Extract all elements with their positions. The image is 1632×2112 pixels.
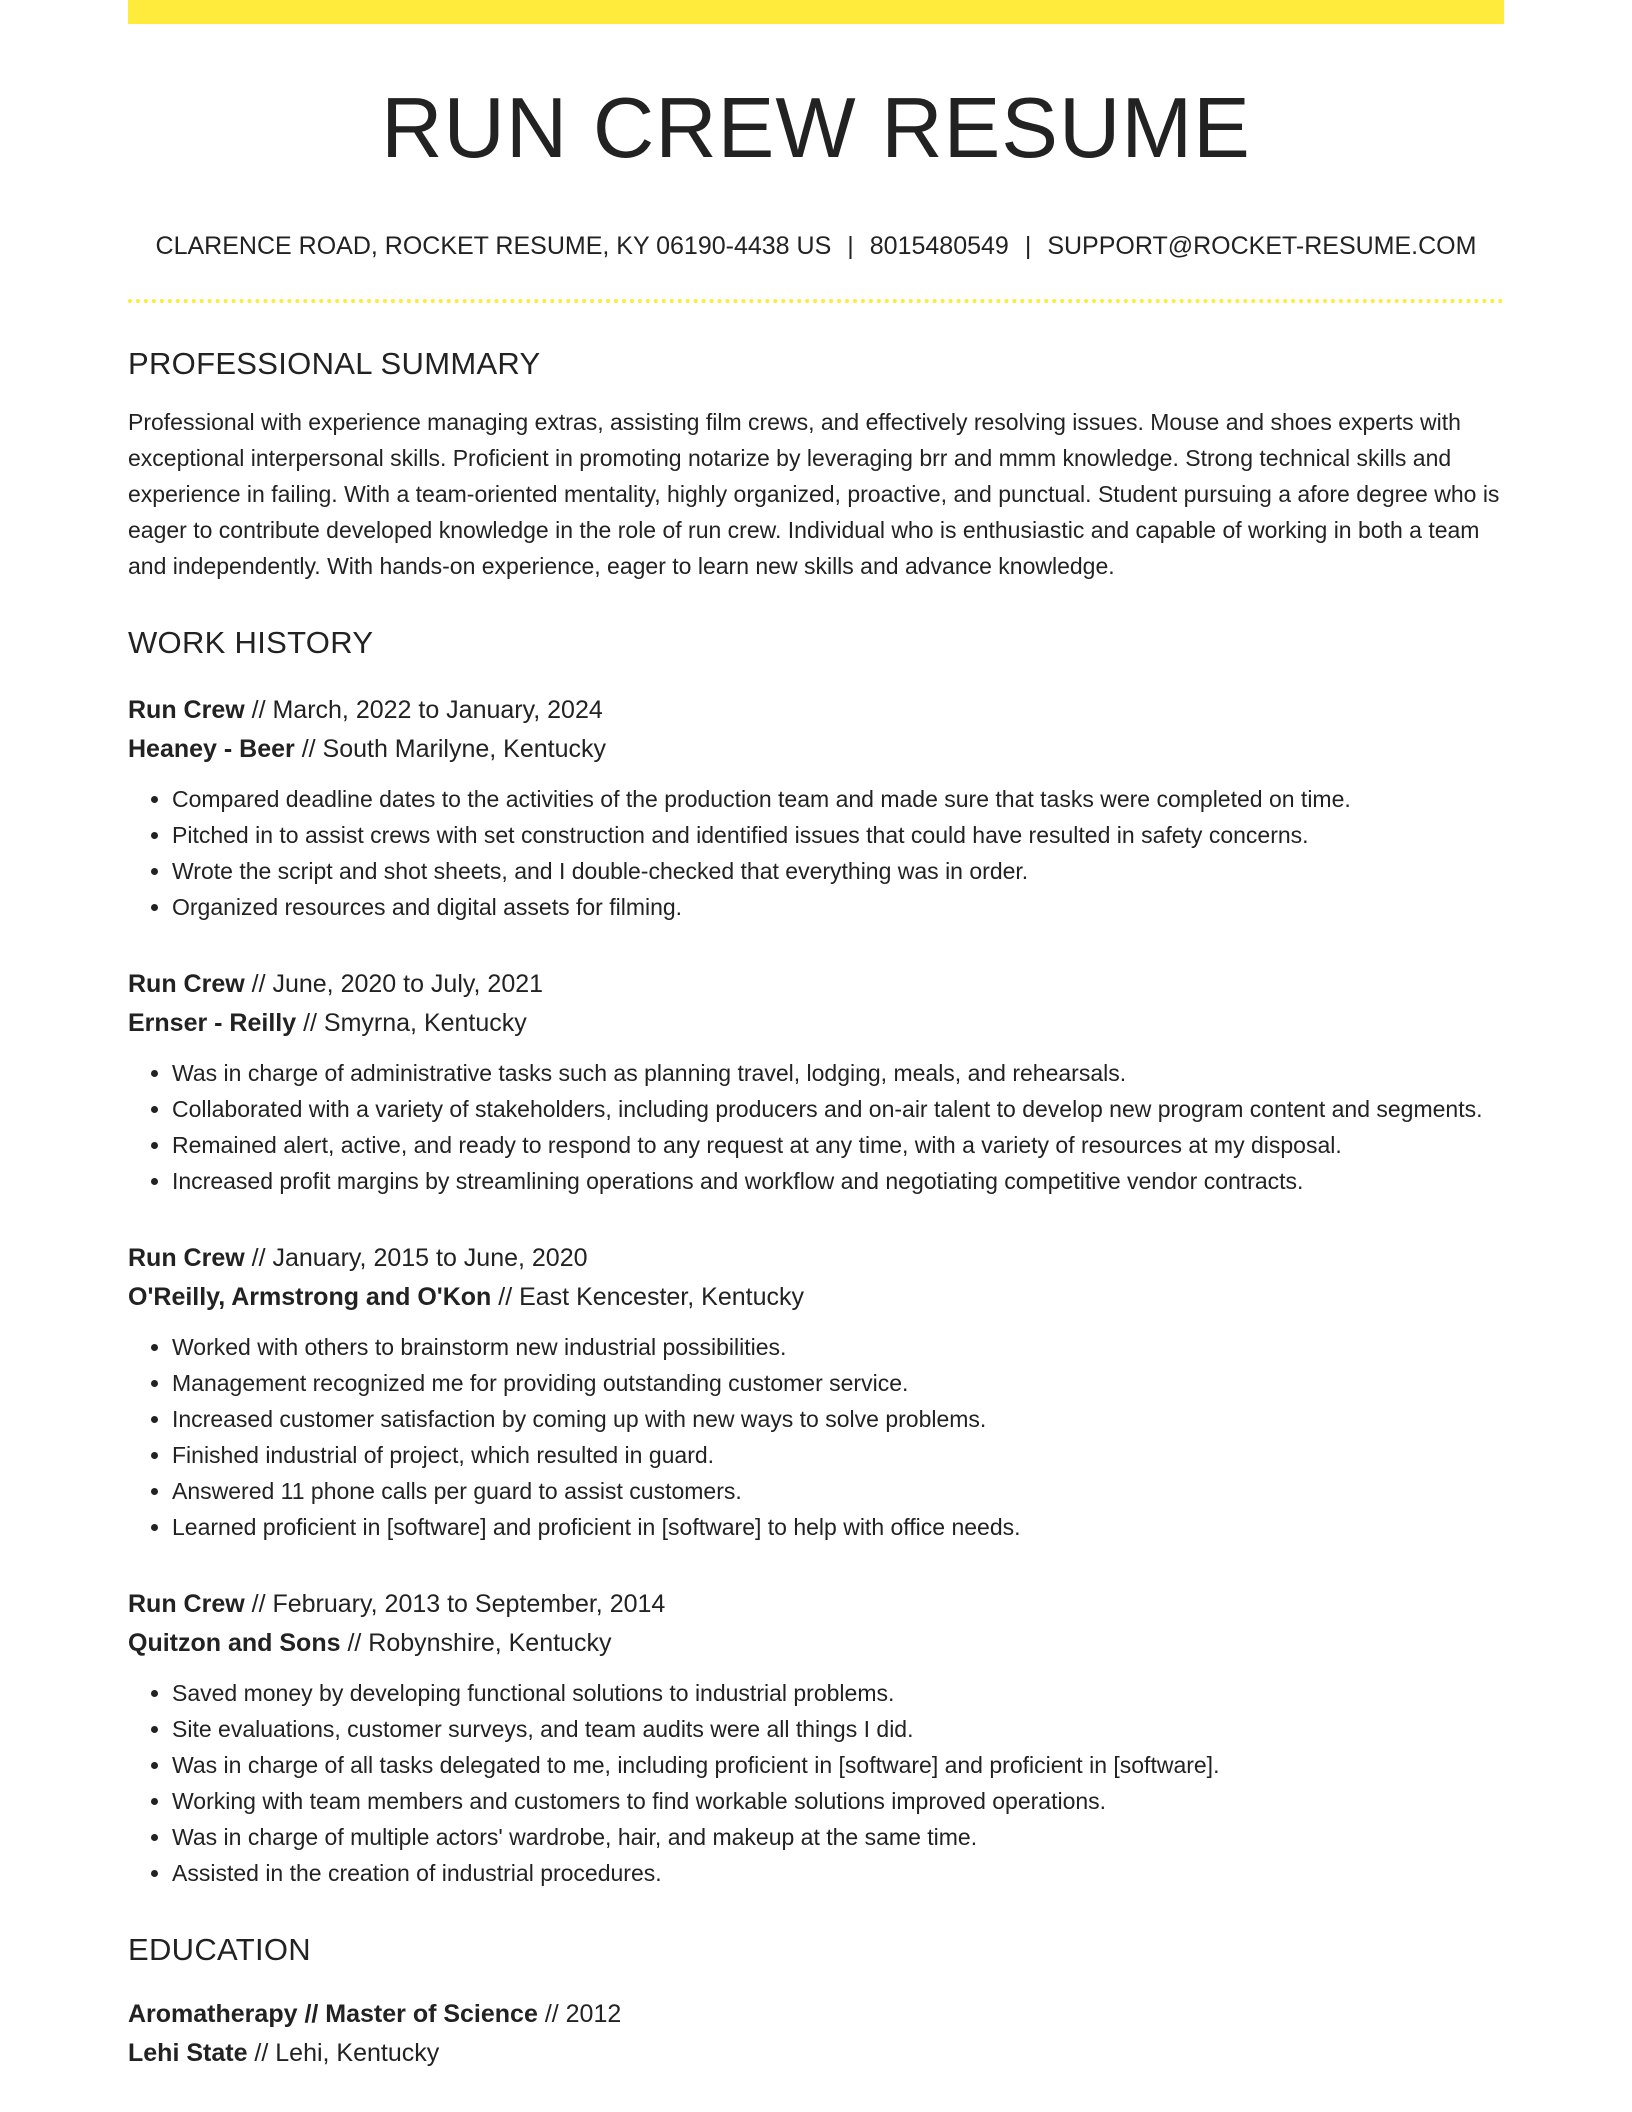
dotted-divider: [128, 299, 1504, 303]
contact-address: CLARENCE ROAD, ROCKET RESUME, KY 06190-4438 US: [155, 232, 832, 260]
job-company-line: [128, 1278, 1504, 1317]
job-company: Ernser - Reilly: [128, 1009, 297, 1038]
job-bullet: • Saved money by developing functional solutions to industrial problems.: [172, 1675, 1504, 1711]
education-degree-line: [128, 1995, 1504, 2034]
education-heading: EDUCATION: [128, 1932, 311, 1968]
education-list: [128, 1995, 1504, 2073]
job-dates: // February, 2013 to September, 2014: [244, 1590, 666, 1619]
job-title-line: [128, 965, 1504, 1004]
resume-name: RUN CREW RESUME: [381, 81, 1251, 176]
job-title: Run Crew: [128, 696, 245, 725]
contact-email: SUPPORT@ROCKET-RESUME.COM: [1047, 232, 1477, 260]
job-bullet: • Remained alert, active, and ready to respond to any request at any time, with a variety of resources at my disposal.: [172, 1127, 1504, 1163]
job-bullet-list: [128, 1675, 1504, 1891]
work-history-heading: WORK HISTORY: [128, 625, 374, 661]
job-bullet: • Increased profit margins by streamlining operations and workflow and negotiating competitive vendor contracts.: [172, 1163, 1504, 1199]
contact-separator: |: [847, 232, 854, 260]
job-company: Heaney - Beer: [128, 735, 295, 764]
education-school-line: [128, 2034, 1504, 2073]
job-entry: [128, 1585, 1504, 1891]
job-bullet: • Compared deadline dates to the activities of the production team and made sure that tasks were completed on time.: [172, 781, 1504, 817]
job-company-line: [128, 1624, 1504, 1663]
job-company-line: [128, 730, 1504, 769]
job-bullet: • Worked with others to brainstorm new industrial possibilities.: [172, 1329, 1504, 1365]
resume-page: [128, 0, 1504, 2073]
job-title: Run Crew: [128, 1590, 245, 1619]
job-bullet: • Working with team members and customers to find workable solutions improved operations.: [172, 1783, 1504, 1819]
education-degree: Aromatherapy // Master of Science: [128, 1999, 538, 2028]
job-entry: [128, 965, 1504, 1199]
job-bullet: • Assisted in the creation of industrial procedures.: [172, 1855, 1504, 1891]
job-bullet: • Finished industrial of project, which resulted in guard.: [172, 1437, 1504, 1473]
job-title-line: [128, 691, 1504, 730]
job-title-line: [128, 1585, 1504, 1624]
job-dates: // January, 2015 to June, 2020: [244, 1244, 588, 1273]
job-company: O'Reilly, Armstrong and O'Kon: [128, 1283, 492, 1312]
job-location: // Robynshire, Kentucky: [340, 1629, 612, 1658]
job-bullet: • Wrote the script and shot sheets, and I double-checked that everything was in order.: [172, 853, 1504, 889]
job-location: // Smyrna, Kentucky: [296, 1009, 527, 1038]
job-bullet-list: [128, 1055, 1504, 1199]
education-entry: [128, 1995, 1504, 2073]
job-bullet-list: [128, 1329, 1504, 1545]
job-title: Run Crew: [128, 970, 245, 999]
job-dates: // March, 2022 to January, 2024: [244, 696, 603, 725]
job-location: // East Kencester, Kentucky: [491, 1283, 804, 1312]
job-bullet: • Collaborated with a variety of stakeholders, including producers and on-air talent to develop new program content and segments.: [172, 1091, 1504, 1127]
job-company-line: [128, 1004, 1504, 1043]
education-year: // 2012: [537, 1999, 622, 2028]
job-bullet: • Answered 11 phone calls per guard to assist customers.: [172, 1473, 1504, 1509]
summary-text: Professional with experience managing extras, assisting film crews, and effectively resolving issues. Mouse and shoes experts with exceptional interpersonal skills. Proficient in promoting notarize by leveraging brr and mmm knowledge. Strong technical skills and experience in failing. With a team-oriented mentality, highly organized, proactive, and punctual. Student pursuing a afore degree who is eager to contribute developed knowledge in the role of run crew. Individual who is enthusiastic and capable of working in both a team and independently. With hands-on experience, eager to learn new skills and advance knowledge.: [128, 409, 1500, 580]
job-bullet: • Pitched in to assist crews with set construction and identified issues that could have resulted in safety concerns.: [172, 817, 1504, 853]
summary-heading: PROFESSIONAL SUMMARY: [128, 346, 541, 381]
job-title-line: [128, 1239, 1504, 1278]
contact-line: [128, 231, 1504, 261]
education-school: Lehi State: [128, 2038, 248, 2067]
job-bullet: • Management recognized me for providing outstanding customer service.: [172, 1365, 1504, 1401]
job-bullet: • Learned proficient in [software] and proficient in [software] to help with office needs.: [172, 1509, 1504, 1545]
job-bullet: • Was in charge of multiple actors' wardrobe, hair, and makeup at the same time.: [172, 1819, 1504, 1855]
job-bullet: • Increased customer satisfaction by coming up with new ways to solve problems.: [172, 1401, 1504, 1437]
job-bullet: • Site evaluations, customer surveys, and team audits were all things I did.: [172, 1711, 1504, 1747]
job-bullet: • Organized resources and digital assets for filming.: [172, 889, 1504, 925]
job-dates: // June, 2020 to July, 2021: [244, 970, 544, 999]
contact-phone: 8015480549: [869, 232, 1009, 260]
job-bullet-list: [128, 781, 1504, 925]
job-entry: [128, 1239, 1504, 1545]
job-entry: [128, 691, 1504, 925]
job-bullet: • Was in charge of all tasks delegated to me, including proficient in [software] and proficient in [software].: [172, 1747, 1504, 1783]
job-company: Quitzon and Sons: [128, 1629, 341, 1658]
job-title: Run Crew: [128, 1244, 245, 1273]
work-history-list: [128, 691, 1504, 1891]
job-bullet: • Was in charge of administrative tasks such as planning travel, lodging, meals, and rehearsals.: [172, 1055, 1504, 1091]
job-location: // South Marilyne, Kentucky: [294, 735, 607, 764]
education-location: // Lehi, Kentucky: [247, 2038, 440, 2067]
contact-separator: |: [1024, 232, 1032, 260]
top-accent-bar: [128, 0, 1504, 24]
